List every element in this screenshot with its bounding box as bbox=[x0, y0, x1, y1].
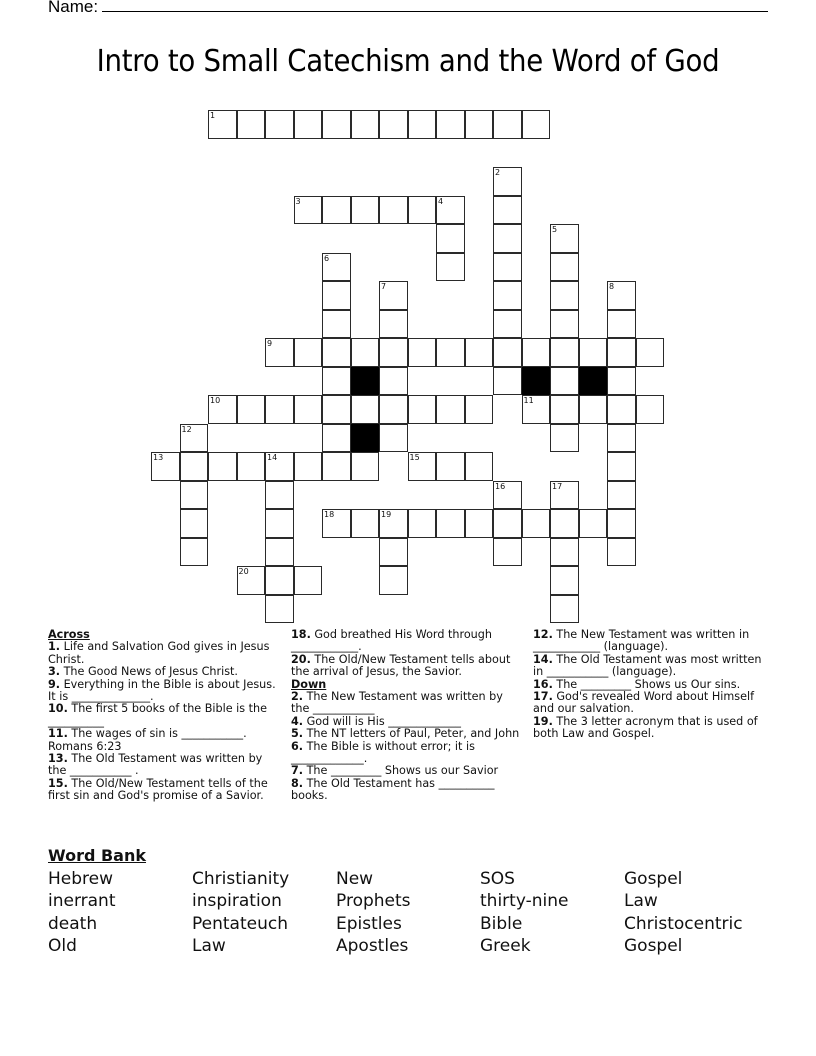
clue-number: 17. bbox=[533, 690, 553, 704]
crossword-cell[interactable] bbox=[550, 253, 579, 282]
clue-across-11 bbox=[48, 728, 280, 753]
crossword-cell[interactable] bbox=[265, 538, 294, 567]
clue-number: 6. bbox=[291, 739, 304, 753]
clue-text: The Old Testament was written by the ___________ . bbox=[48, 752, 263, 778]
word-bank-item: Greek bbox=[480, 936, 531, 957]
crossword-cell[interactable] bbox=[408, 452, 437, 481]
clue-across-9 bbox=[48, 679, 280, 704]
cell-number: 14 bbox=[267, 453, 278, 462]
crossword-cell[interactable] bbox=[522, 110, 551, 139]
crossword-cell[interactable] bbox=[550, 481, 579, 510]
crossword-cell[interactable] bbox=[322, 310, 351, 339]
crossword-cell[interactable] bbox=[493, 224, 522, 253]
crossword-cell[interactable] bbox=[408, 509, 437, 538]
crossword-cell[interactable] bbox=[579, 395, 608, 424]
crossword-cell[interactable] bbox=[322, 452, 351, 481]
crossword-cell[interactable] bbox=[180, 538, 209, 567]
clue-text: The first 5 books of the Bible is the __________ bbox=[48, 702, 268, 728]
crossword-cell[interactable] bbox=[322, 338, 351, 367]
crossword-grid bbox=[151, 110, 671, 630]
crossword-cell[interactable] bbox=[493, 338, 522, 367]
clue-text: God will is His _____________ bbox=[303, 714, 461, 728]
black-square bbox=[351, 367, 380, 396]
crossword-cell[interactable] bbox=[151, 452, 180, 481]
crossword-cell[interactable] bbox=[493, 196, 522, 225]
crossword-cell[interactable] bbox=[636, 338, 665, 367]
word-bank-item: Gospel bbox=[624, 868, 683, 889]
clue-number: 10. bbox=[48, 702, 68, 716]
clue-text: The wages of sin is ___________. Romans 6:23 bbox=[48, 727, 247, 753]
crossword-cell[interactable] bbox=[607, 310, 636, 339]
crossword-cell[interactable] bbox=[322, 281, 351, 310]
clue-text: The Old/New Testament tells of the first sin and God's promise of a Savior. bbox=[48, 776, 268, 803]
word-bank-item: Prophets bbox=[336, 891, 411, 912]
crossword-cell[interactable] bbox=[180, 509, 209, 538]
crossword-cell[interactable] bbox=[436, 253, 465, 282]
black-square bbox=[351, 424, 380, 453]
clue-across-15 bbox=[48, 778, 280, 803]
clue-across-20 bbox=[291, 654, 523, 679]
clue-number: 3. bbox=[48, 665, 61, 679]
across-heading: Across bbox=[48, 628, 90, 641]
crossword-cell[interactable] bbox=[607, 424, 636, 453]
clue-number: 13. bbox=[48, 752, 68, 766]
clue-text: Everything in the Bible is about Jesus. It is ______________. bbox=[48, 677, 276, 704]
clue-down-6 bbox=[291, 741, 523, 766]
crossword-cell[interactable] bbox=[265, 110, 294, 139]
down-heading: Down bbox=[291, 677, 327, 691]
crossword-cell[interactable] bbox=[465, 395, 494, 424]
clue-number: 11. bbox=[48, 727, 68, 741]
crossword-cell[interactable] bbox=[579, 338, 608, 367]
crossword-cell[interactable] bbox=[379, 196, 408, 225]
clue-down-17 bbox=[533, 691, 769, 716]
crossword-cell[interactable] bbox=[265, 338, 294, 367]
word-bank-item: Apostles bbox=[336, 936, 409, 957]
word-bank bbox=[48, 845, 808, 958]
crossword-cell[interactable] bbox=[379, 424, 408, 453]
cell-number: 15 bbox=[409, 453, 420, 462]
crossword-cell[interactable] bbox=[237, 395, 266, 424]
crossword-cell[interactable] bbox=[322, 424, 351, 453]
crossword-cell[interactable] bbox=[408, 110, 437, 139]
crossword-cell[interactable] bbox=[436, 224, 465, 253]
crossword-cell[interactable] bbox=[294, 395, 323, 424]
crossword-cell[interactable] bbox=[550, 595, 579, 624]
crossword-cell[interactable] bbox=[607, 395, 636, 424]
crossword-cell[interactable] bbox=[294, 196, 323, 225]
black-square bbox=[579, 367, 608, 396]
crossword-cell[interactable] bbox=[180, 481, 209, 510]
clue-number: 18. bbox=[291, 628, 311, 641]
word-bank-item: Christocentric bbox=[624, 913, 743, 934]
cell-number: 5 bbox=[552, 225, 558, 234]
clue-text: God's revealed Word about Himself and our salvation. bbox=[533, 690, 755, 716]
crossword-cell[interactable] bbox=[408, 395, 437, 424]
crossword-cell[interactable] bbox=[351, 509, 380, 538]
crossword-cell[interactable] bbox=[265, 481, 294, 510]
crossword-cell[interactable] bbox=[550, 566, 579, 595]
crossword-cell[interactable] bbox=[493, 110, 522, 139]
crossword-cell[interactable] bbox=[322, 509, 351, 538]
crossword-cell[interactable] bbox=[237, 566, 266, 595]
word-bank-item: Pentateuch bbox=[192, 913, 288, 934]
clue-number: 20. bbox=[291, 652, 311, 666]
word-bank-item: Bible bbox=[480, 913, 523, 934]
crossword-cell[interactable] bbox=[493, 310, 522, 339]
crossword-cell[interactable] bbox=[436, 509, 465, 538]
clue-down-19 bbox=[533, 716, 769, 741]
cell-number: 20 bbox=[238, 567, 249, 576]
clue-number: 1. bbox=[48, 640, 61, 654]
crossword-cell[interactable] bbox=[493, 167, 522, 196]
crossword-cell[interactable] bbox=[294, 566, 323, 595]
crossword-cell[interactable] bbox=[322, 367, 351, 396]
crossword-cell[interactable] bbox=[436, 196, 465, 225]
cell-number: 12 bbox=[181, 424, 192, 434]
cell-number: 3 bbox=[295, 196, 301, 206]
word-bank-title: Word Bank bbox=[48, 846, 147, 865]
crossword-cell[interactable] bbox=[465, 509, 494, 538]
word-bank-item: death bbox=[48, 913, 98, 934]
word-bank-item: Old bbox=[48, 936, 77, 957]
crossword-cell[interactable] bbox=[322, 110, 351, 139]
crossword-cell[interactable] bbox=[379, 110, 408, 139]
word-bank-item: Epistles bbox=[336, 913, 402, 934]
crossword-cell[interactable] bbox=[522, 509, 551, 538]
crossword-cell[interactable] bbox=[465, 452, 494, 481]
crossword-cell[interactable] bbox=[493, 253, 522, 282]
clue-across-18 bbox=[291, 629, 523, 654]
crossword-cell[interactable] bbox=[265, 395, 294, 424]
clues-column-1 bbox=[48, 629, 280, 803]
crossword-cell[interactable] bbox=[607, 509, 636, 538]
crossword-cell[interactable] bbox=[180, 424, 209, 453]
crossword-cell[interactable] bbox=[607, 452, 636, 481]
crossword-cell[interactable] bbox=[379, 281, 408, 310]
clues-column-3 bbox=[533, 629, 769, 741]
word-bank-item: thirty-nine bbox=[480, 891, 569, 912]
clue-number: 4. bbox=[291, 714, 304, 728]
clue-number: 15. bbox=[48, 776, 68, 790]
crossword-cell[interactable] bbox=[550, 338, 579, 367]
clue-number: 9. bbox=[48, 677, 61, 691]
word-bank-item: inspiration bbox=[192, 891, 282, 912]
clue-text: The Bible is without error; it is _____________. bbox=[291, 739, 475, 766]
crossword-cell[interactable] bbox=[550, 281, 579, 310]
word-bank-item: Law bbox=[624, 891, 658, 912]
clue-number: 2. bbox=[291, 690, 304, 704]
name-blank-line[interactable] bbox=[102, 0, 768, 12]
cell-number: 11 bbox=[523, 396, 534, 405]
clue-text: The Old Testament has __________ books. bbox=[291, 776, 495, 803]
crossword-cell[interactable] bbox=[436, 110, 465, 139]
crossword-cell[interactable] bbox=[351, 196, 380, 225]
word-bank-item: Christianity bbox=[192, 868, 290, 889]
crossword-cell[interactable] bbox=[607, 367, 636, 396]
crossword-cell[interactable] bbox=[436, 395, 465, 424]
crossword-cell[interactable] bbox=[208, 395, 237, 424]
crossword-cell[interactable] bbox=[322, 196, 351, 225]
crossword-cell[interactable] bbox=[351, 452, 380, 481]
clue-down-14 bbox=[533, 654, 769, 679]
crossword-cell[interactable] bbox=[550, 310, 579, 339]
crossword-cell[interactable] bbox=[351, 110, 380, 139]
clue-text: The 3 letter acronym that is used of both Law and Gospel. bbox=[533, 714, 758, 741]
page-title: Intro to Small Catechism and the Word of God bbox=[96, 44, 720, 79]
crossword-cell[interactable] bbox=[351, 395, 380, 424]
clue-text: The Old/New Testament tells about the arrival of Jesus, the Savior. bbox=[291, 652, 511, 679]
crossword-cell[interactable] bbox=[408, 338, 437, 367]
clue-text: God breathed His Word through ____________. bbox=[291, 628, 492, 654]
crossword-cell[interactable] bbox=[579, 509, 608, 538]
crossword-cell[interactable] bbox=[294, 110, 323, 139]
cell-number: 16 bbox=[495, 481, 506, 491]
crossword-cell[interactable] bbox=[265, 452, 294, 481]
crossword-cell[interactable] bbox=[607, 338, 636, 367]
clue-number: 8. bbox=[291, 776, 304, 790]
crossword-cell[interactable] bbox=[522, 338, 551, 367]
crossword-cell[interactable] bbox=[379, 310, 408, 339]
clue-text: The New Testament was written in ____________ (language). bbox=[533, 628, 750, 654]
cell-number: 10 bbox=[210, 396, 221, 405]
cell-number: 4 bbox=[438, 196, 444, 206]
crossword-cell[interactable] bbox=[636, 395, 665, 424]
crossword-cell[interactable] bbox=[550, 509, 579, 538]
crossword-cell[interactable] bbox=[351, 338, 380, 367]
crossword-cell[interactable] bbox=[322, 253, 351, 282]
crossword-cell[interactable] bbox=[493, 538, 522, 567]
cell-number: 2 bbox=[495, 168, 501, 177]
clue-text: The Good News of Jesus Christ. bbox=[60, 665, 238, 679]
black-square bbox=[522, 367, 551, 396]
crossword-cell[interactable] bbox=[550, 538, 579, 567]
clues-column-2 bbox=[291, 629, 523, 803]
crossword-cell[interactable] bbox=[408, 196, 437, 225]
crossword-cell[interactable] bbox=[493, 509, 522, 538]
clue-number: 5. bbox=[291, 727, 304, 741]
crossword-cell[interactable] bbox=[180, 452, 209, 481]
crossword-cell[interactable] bbox=[237, 110, 266, 139]
word-bank-list bbox=[48, 868, 808, 958]
crossword-cell[interactable] bbox=[379, 338, 408, 367]
clue-text: The _________ Shows us our Savior bbox=[303, 764, 499, 778]
crossword-cell[interactable] bbox=[265, 595, 294, 624]
cell-number: 19 bbox=[381, 510, 392, 519]
clue-across-13 bbox=[48, 753, 280, 778]
crossword-cell[interactable] bbox=[607, 481, 636, 510]
clue-down-2 bbox=[291, 691, 523, 716]
crossword-cell[interactable] bbox=[379, 538, 408, 567]
crossword-cell[interactable] bbox=[607, 538, 636, 567]
word-bank-item: Law bbox=[192, 936, 226, 957]
clue-down-12 bbox=[533, 629, 769, 654]
word-bank-item: inerrant bbox=[48, 891, 116, 912]
crossword-cell[interactable] bbox=[237, 452, 266, 481]
crossword-cell[interactable] bbox=[379, 509, 408, 538]
word-bank-item: SOS bbox=[480, 868, 515, 889]
cell-number: 18 bbox=[324, 510, 335, 519]
clue-number: 7. bbox=[291, 764, 304, 778]
clue-text: The _________ Shows us Our sins. bbox=[552, 677, 741, 691]
crossword-cell[interactable] bbox=[294, 452, 323, 481]
crossword-cell[interactable] bbox=[550, 224, 579, 253]
crossword-cell[interactable] bbox=[607, 281, 636, 310]
name-field[interactable] bbox=[48, 0, 768, 17]
crossword-cell[interactable] bbox=[550, 367, 579, 396]
crossword-cell[interactable] bbox=[208, 452, 237, 481]
clue-number: 12. bbox=[533, 628, 553, 641]
clue-number: 14. bbox=[533, 652, 553, 666]
word-bank-item: Hebrew bbox=[48, 868, 114, 889]
cell-number: 6 bbox=[324, 253, 330, 263]
crossword-cell[interactable] bbox=[465, 338, 494, 367]
cell-number: 13 bbox=[153, 453, 164, 462]
cell-number: 9 bbox=[267, 339, 273, 348]
crossword-cell[interactable] bbox=[265, 566, 294, 595]
crossword-cell[interactable] bbox=[322, 395, 351, 424]
clue-number: 19. bbox=[533, 714, 553, 728]
clue-across-10 bbox=[48, 703, 280, 728]
cell-number: 7 bbox=[381, 282, 387, 291]
cell-number: 17 bbox=[552, 481, 563, 491]
crossword-cell[interactable] bbox=[493, 367, 522, 396]
crossword-cell[interactable] bbox=[465, 110, 494, 139]
crossword-cell[interactable] bbox=[550, 424, 579, 453]
name-label: Name: bbox=[48, 0, 99, 16]
clue-text: The NT letters of Paul, Peter, and John bbox=[303, 727, 520, 741]
crossword-cell[interactable] bbox=[436, 338, 465, 367]
cell-number: 8 bbox=[609, 282, 615, 291]
crossword-cell[interactable] bbox=[265, 509, 294, 538]
cell-number: 1 bbox=[210, 111, 216, 120]
clue-text: The New Testament was written by the ___________ bbox=[291, 690, 503, 716]
crossword-cell[interactable] bbox=[522, 395, 551, 424]
word-bank-item: New bbox=[336, 868, 374, 889]
crossword-cell[interactable] bbox=[208, 110, 237, 139]
crossword-cell[interactable] bbox=[493, 481, 522, 510]
crossword-cell[interactable] bbox=[550, 395, 579, 424]
clue-number: 16. bbox=[533, 677, 553, 691]
word-bank-item: Gospel bbox=[624, 936, 683, 957]
crossword-cell[interactable] bbox=[436, 452, 465, 481]
clue-across-1 bbox=[48, 641, 280, 666]
clue-down-8 bbox=[291, 778, 523, 803]
crossword-cell[interactable] bbox=[379, 395, 408, 424]
crossword-cell[interactable] bbox=[379, 566, 408, 595]
clue-text: The Old Testament was most written in ___________ (language). bbox=[533, 652, 762, 679]
crossword-cell[interactable] bbox=[493, 281, 522, 310]
clue-text: Life and Salvation God gives in Jesus Christ. bbox=[48, 640, 270, 666]
crossword-cell[interactable] bbox=[379, 367, 408, 396]
crossword-cell[interactable] bbox=[294, 338, 323, 367]
